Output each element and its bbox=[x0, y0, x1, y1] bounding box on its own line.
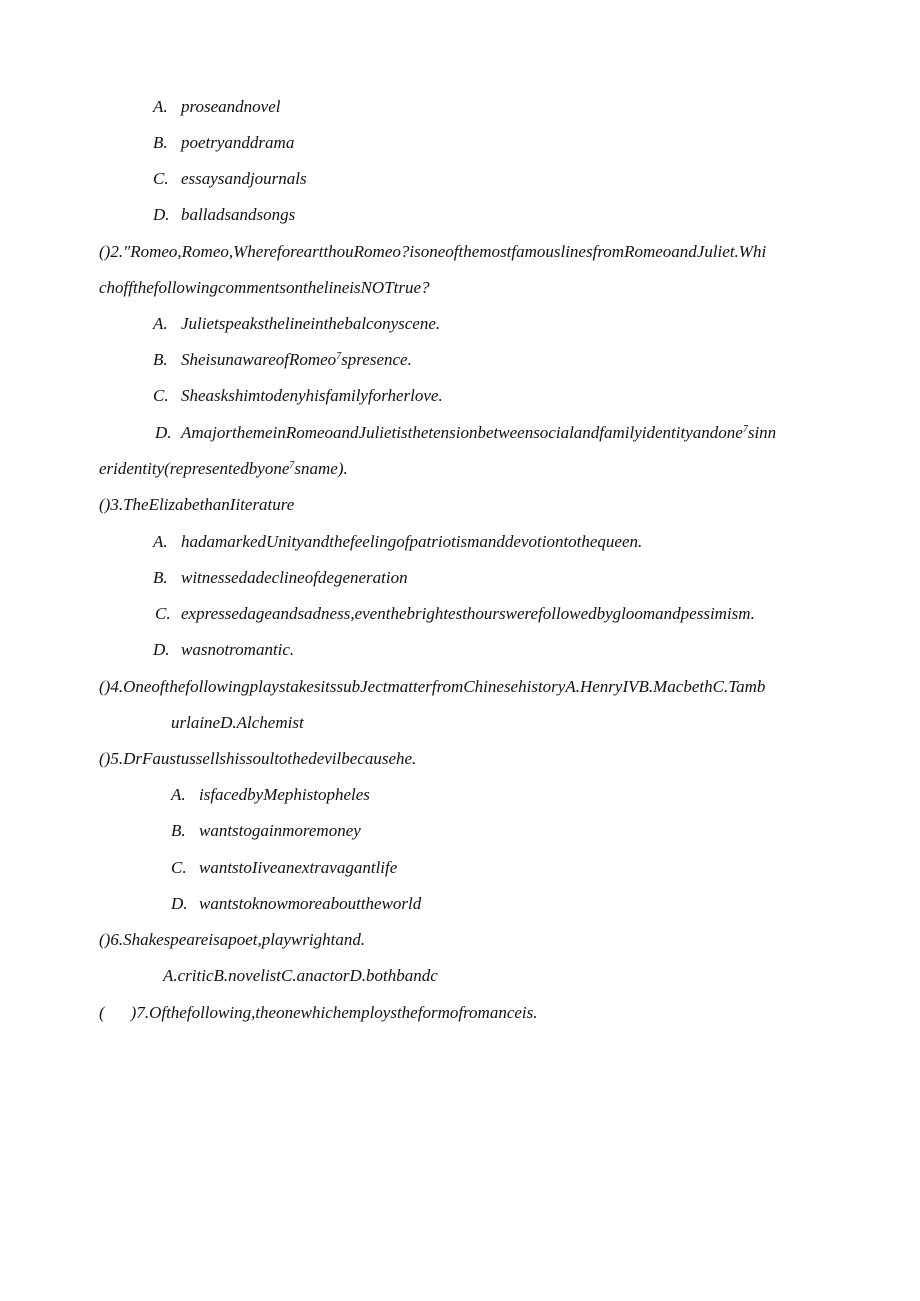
option-text: wantstoIiveanextravagantlife bbox=[199, 858, 398, 877]
q4-stem-line1: ()4.OneofthefollowingplaystakesitssubJectmatterfromChinesehistoryA.HenryIVB.MacbethC.Tamb bbox=[99, 677, 766, 696]
option-text: balladsandsongs bbox=[181, 205, 296, 224]
option-letter: A. bbox=[171, 785, 186, 804]
option-letter: B. bbox=[153, 133, 168, 152]
q2-option-b bbox=[153, 350, 412, 370]
option-letter: D. bbox=[153, 205, 170, 224]
q1-option-d bbox=[153, 205, 295, 225]
q2-option-a bbox=[153, 314, 440, 334]
option-text: hadamarkedUnityandthefeelingofpatriotismanddevotiontothequeen. bbox=[181, 532, 643, 551]
option-text-pre: AmajorthemeinRomeoandJulietisthetensionbetweensocialandfamilyidentityandone bbox=[181, 423, 743, 442]
option-letter: B. bbox=[153, 350, 168, 369]
option-text: Julietspeaksthelineinthebalconyscene. bbox=[181, 314, 441, 333]
q2-stem-line2: choffthefollowingcommentsonthelineisNOTtrue? bbox=[99, 278, 430, 297]
option-text: expressedageandsadness,eventhebrightesthourswerefollowedbygloomandpessimism. bbox=[181, 604, 755, 623]
q1-option-b bbox=[153, 133, 294, 153]
q5-option-a bbox=[171, 785, 370, 805]
continuation-sup: 7 bbox=[289, 460, 295, 471]
q6-stem: ()6.Shakespeareisapoet,playwrightand. bbox=[99, 930, 366, 949]
option-text: Sheaskshimtodenyhisfamilyforherlove. bbox=[181, 386, 443, 405]
q2-option-d bbox=[155, 423, 776, 443]
option-letter: B. bbox=[153, 568, 168, 587]
option-text: proseandnovel bbox=[181, 97, 281, 116]
q3-option-b bbox=[153, 568, 408, 588]
option-letter: C. bbox=[171, 858, 187, 877]
option-letter: D. bbox=[171, 894, 188, 913]
q5-option-b bbox=[171, 821, 361, 841]
q4-stem-line2: urlaineD.Alchemist bbox=[171, 713, 304, 732]
option-text: witnessedadeclineofdegeneration bbox=[181, 568, 408, 587]
q1-option-a bbox=[153, 97, 280, 117]
q6-options: A.criticB.novelistC.anactorD.bothbandc bbox=[163, 966, 438, 985]
option-text-post: spresence. bbox=[341, 350, 412, 369]
q2-option-c bbox=[153, 386, 443, 406]
option-text-sup: 7 bbox=[742, 424, 748, 435]
q5-option-c bbox=[171, 858, 397, 878]
q3-stem: ()3.TheElizabethanIiterature bbox=[99, 495, 295, 514]
answer-paren-open: ( bbox=[99, 1003, 105, 1022]
option-letter: A. bbox=[153, 532, 168, 551]
option-text-post: sinn bbox=[747, 423, 777, 442]
option-text-pre: SheisunawareofRomeo bbox=[181, 350, 337, 369]
option-letter: A. bbox=[153, 314, 168, 333]
option-text: wantstogainmoremoney bbox=[199, 821, 361, 840]
option-text: wantstoknowmoreabouttheworld bbox=[199, 894, 422, 913]
continuation-pre: eridentity(representedbyone bbox=[99, 459, 290, 478]
option-letter: C. bbox=[153, 169, 169, 188]
q5-stem: ()5.DrFaustussellshissoultothedevilbecausehe. bbox=[99, 749, 417, 768]
option-text: isfacedbyMephistopheles bbox=[199, 785, 370, 804]
continuation-post: sname). bbox=[294, 459, 348, 478]
q3-option-d bbox=[153, 640, 294, 660]
option-letter: A. bbox=[153, 97, 168, 116]
q5-option-d bbox=[171, 894, 421, 914]
q2-stem-line1: ()2."Romeo,Romeo,WhereforeartthouRomeo?isoneofthemostfamouslinesfromRomeoandJuliet.Whi bbox=[99, 242, 767, 261]
option-letter: B. bbox=[171, 821, 186, 840]
option-letter: D. bbox=[153, 640, 170, 659]
q7-text: )7.Ofthefollowing,theonewhichemploystheformofromanceis. bbox=[130, 1003, 538, 1022]
option-text: poetryanddrama bbox=[181, 133, 295, 152]
option-text: essaysandjournals bbox=[181, 169, 307, 188]
option-text: wasnotromantic. bbox=[181, 640, 295, 659]
q7-stem bbox=[99, 1003, 538, 1023]
option-letter: D. bbox=[155, 423, 172, 442]
option-letter: C. bbox=[155, 604, 171, 623]
q3-option-a bbox=[153, 532, 642, 552]
option-letter: C. bbox=[153, 386, 169, 405]
q2-option-d-continuation bbox=[99, 459, 348, 479]
q1-option-c bbox=[153, 169, 307, 189]
q3-option-c bbox=[155, 604, 755, 624]
option-text-sup: 7 bbox=[336, 351, 342, 362]
